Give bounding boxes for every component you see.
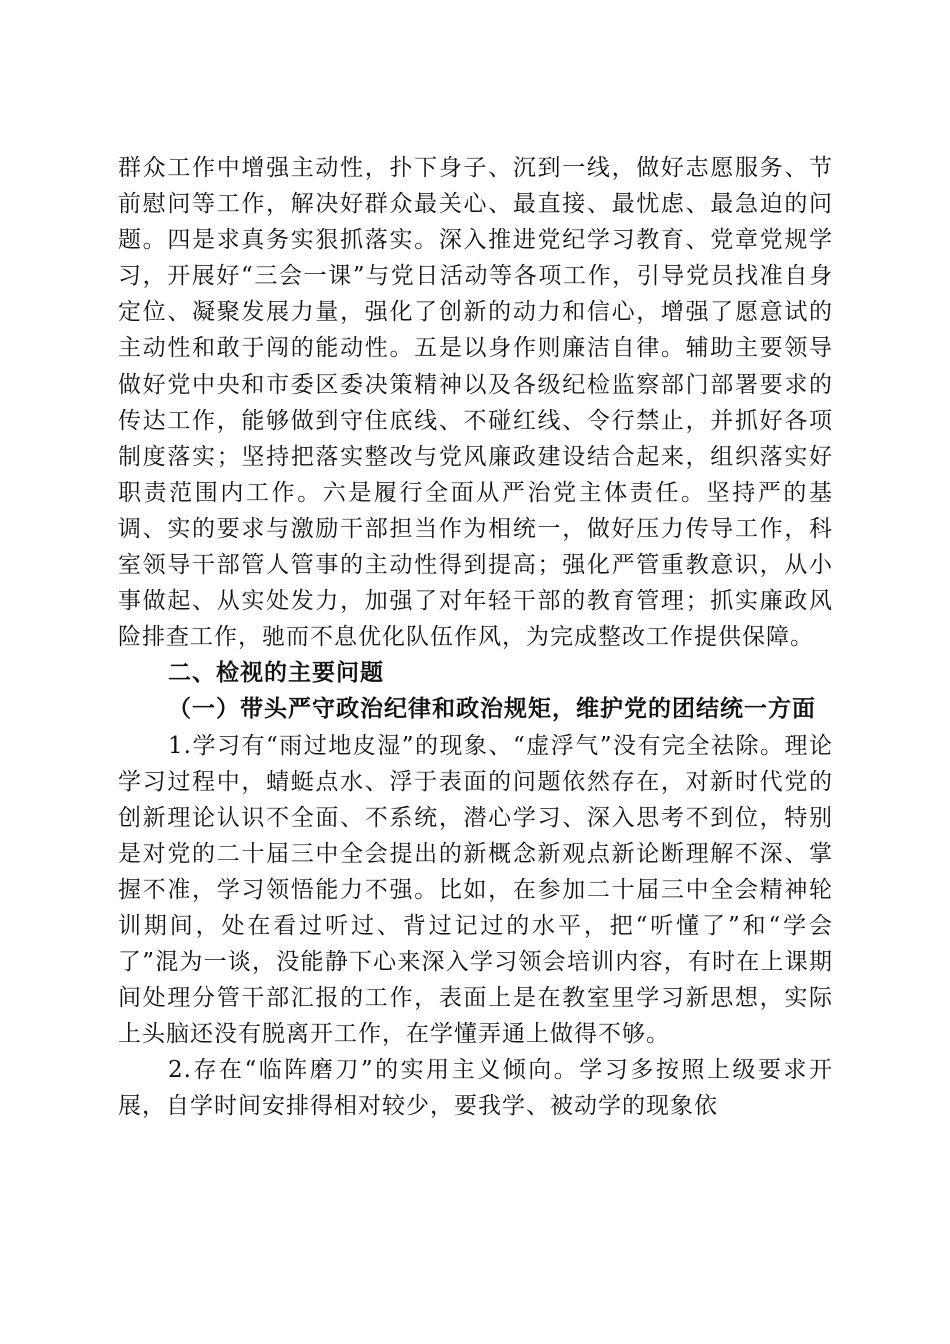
body-paragraph-item-1: 1.学习有“雨过地皮湿”的现象、“虚浮气”没有完全祛除。理论学习过程中，蜻蜓点水、浮于表面的问题依然存在，对新时代党的创新理论认识不全面、不系统，潜心学习、深入思考不到位，特别是对党的二十届三中全会提出的新概念新观点新论断理解不深、掌握不准，学习领悟能力不强。比如，在参加二十届三中全会精神轮训期间，处在看过听过、背过记过的水平，把“听懂了”和“学会了”混为一谈，没能静下心来深入学习领会培训内容，有时在上课期间处理分管干部汇报的工作，表面上是在教室里学习新思想，实际上头脑还没有脱离开工作，在学懂弄通上做得不够。 [118, 732, 833, 1048]
section-heading-main-problems: 二、检视的主要问题 [168, 660, 384, 687]
document-body [118, 150, 833, 1125]
subsection-heading-political-discipline: （一）带头严守政治纪律和政治规矩，维护党的团结统一方面 [168, 696, 816, 723]
body-paragraph-continued: 群众工作中增强主动性，扑下身子、沉到一线，做好志愿服务、节前慰问等工作，解决好群众最关心、最直接、最忧虑、最急迫的问题。四是求真务实狠抓落实。深入推进党纪学习教育、党章党规学习，开展好“三会一课”与党日活动等各项工作，引导党员找准自身定位、凝聚发展力量，强化了创新的动力和信心，增强了愿意试的主动性和敢于闯的能动性。五是以身作则廉洁自律。辅助主要领导做好党中央和市委区委决策精神以及各级纪检监察部门部署要求的传达工作，能够做到守住底线、不碰红线、令行禁止，并抓好各项制度落实；坚持把落实整改与党风廉政建设结合起来，组织落实好职责范围内工作。六是履行全面从严治党主体责任。坚持严的基调、实的要求与激励干部担当作为相统一，做好压力传导工作，科室领导干部管人管事的主动性得到提高；强化严管重教意识，从小事做起、从实处发力，加强了对年轻干部的教育管理；抓实廉政风险排查工作，驰而不息优化队伍作风，为完成整改工作提供保障。 [118, 155, 833, 651]
body-paragraph-item-2: 2.存在“临阵磨刀”的实用主义倾向。学习多按照上级要求开展，自学时间安排得相对较少，要我学、被动学的现象依 [118, 1057, 833, 1120]
